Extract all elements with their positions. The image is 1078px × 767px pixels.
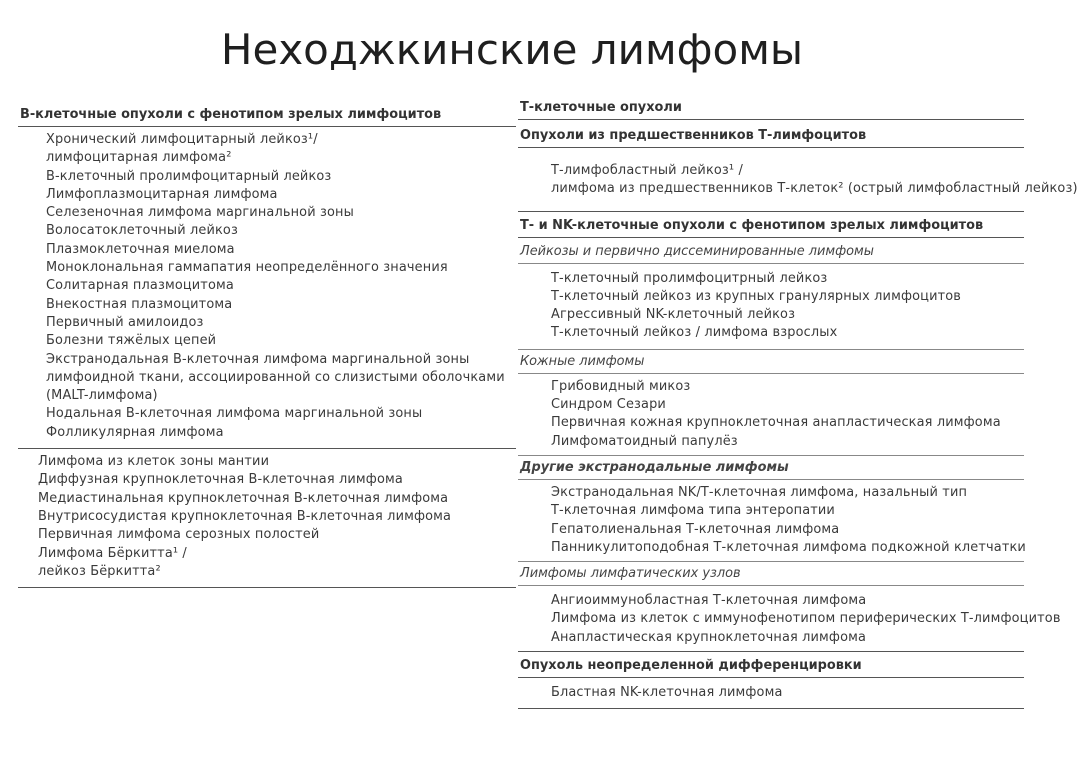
list-item: лимфоидной ткани, ассоциированной со слизистыми оболочками: [46, 369, 505, 385]
list-item: Моноклональная гаммапатия неопределённого значения: [46, 260, 448, 276]
list-item: Анапластическая крупноклеточная лимфома: [551, 629, 867, 645]
list-item: Агрессивный NK-клеточный лейкоз: [551, 307, 796, 323]
section-list: [518, 264, 1024, 349]
list-item: Болезни тяжёлых цепей: [46, 333, 217, 349]
list-item: Лимфоматоидный папулёз: [551, 433, 738, 449]
list-item: Грибовидный микоз: [551, 378, 691, 394]
b-cell-list-1: [18, 127, 516, 448]
slide-title: Неходжкинские лимфомы: [220, 25, 804, 74]
list-item: Лимфома из клеток с иммунофенотипом периферических Т-лимфоцитов: [551, 611, 1061, 627]
list-item: Лимфома из клеток зоны мантии: [38, 454, 270, 470]
list-item: Первичный амилоидоз: [46, 314, 204, 330]
list-item: Фолликулярная лимфома: [46, 424, 224, 440]
list-item: Т-клеточный лейкоз / лимфома взрослых: [551, 325, 838, 341]
list-item: Первичная лимфома серозных полостей: [38, 527, 320, 543]
section-list: [518, 148, 1078, 211]
t-cell-table-header: Т-клеточные опухоли: [520, 100, 682, 115]
section-list: [518, 586, 1061, 651]
list-item: Экстранодальная В-клеточная лимфома маргинальной зоны: [46, 351, 470, 367]
list-item: Т-лимфобластный лейкоз¹ /: [551, 163, 743, 178]
divider: [518, 708, 1024, 709]
section-subheader: Лейкозы и первично диссеминированные лимфомы: [520, 243, 874, 259]
list-item: Внутрисосудистая крупноклеточная В-клеточная лимфома: [38, 508, 452, 524]
section-list: [518, 678, 1024, 708]
list-item: Диффузная крупноклеточная В-клеточная лимфома: [38, 472, 403, 488]
list-item: Волосатоклеточный лейкоз: [46, 223, 238, 239]
list-item: Хронический лимфоцитарный лейкоз¹/: [46, 132, 318, 147]
list-item: Панникулитоподобная Т-клеточная лимфома подкожной клетчатки: [551, 539, 1026, 555]
list-item: Синдром Сезари: [551, 397, 666, 413]
section-subheader: Лимфомы лимфатических узлов: [520, 566, 741, 582]
list-item: лимфома из предшественников Т-клеток² (острый лимфобластный лейкоз): [551, 181, 1078, 197]
list-item: Гепатолиенальная Т-клеточная лимфома: [551, 521, 840, 537]
section-header: Опухоль неопределенной дифференцировки: [520, 658, 862, 674]
section-list: [518, 480, 1024, 561]
section-header: Опухоли из предшественников Т-лимфоцитов: [520, 128, 867, 143]
list-item: Т-клеточный лейкоз из крупных гранулярных лимфоцитов: [551, 288, 962, 304]
b-cell-list-2: [18, 449, 516, 587]
list-item: Первичная кожная крупноклеточная анапластическая лимфома: [551, 415, 1001, 431]
t-cell-table: [518, 98, 1078, 709]
list-item: Селезеночная лимфома маргинальной зоны: [46, 205, 354, 221]
list-item: (MALT-лимфома): [46, 388, 158, 404]
list-item: Плазмоклеточная миелома: [46, 241, 235, 257]
list-item: Бластная NK-клеточная лимфома: [551, 685, 783, 701]
section-subheader: Другие экстранодальные лимфомы: [520, 459, 789, 475]
list-item: Лимфоплазмоцитарная лимфома: [46, 186, 278, 202]
section-header: Т- и NK-клеточные опухоли с фенотипом зрелых лимфоцитов: [520, 217, 984, 233]
list-item: Лимфома Бёркитта¹ /: [38, 545, 187, 561]
list-item: Медиастинальная крупноклеточная В-клеточная лимфома: [38, 490, 449, 506]
section-list: [518, 374, 1024, 455]
list-item: В-клеточный пролимфоцитарный лейкоз: [46, 168, 332, 184]
list-item: Нодальная В-клеточная лимфома маргинальной зоны: [46, 406, 423, 422]
list-item: Ангиоиммунобластная Т-клеточная лимфома: [551, 593, 867, 609]
section-subheader: Кожные лимфомы: [520, 353, 645, 369]
list-item: Т-клеточная лимфома типа энтеропатии: [551, 503, 835, 519]
b-cell-table: [18, 105, 516, 588]
list-item: лейкоз Бёркитта²: [38, 563, 161, 579]
list-item: Т-клеточный пролимфоцитрный лейкоз: [551, 270, 828, 286]
divider: [18, 587, 516, 588]
list-item: лимфоцитарная лимфома²: [46, 150, 232, 166]
list-item: Солитарная плазмоцитома: [46, 278, 234, 294]
b-cell-table-header: В-клеточные опухоли с фенотипом зрелых лимфоцитов: [20, 107, 442, 122]
list-item: Внекостная плазмоцитома: [46, 296, 233, 312]
list-item: Экстранодальная NK/Т-клеточная лимфома, назальный тип: [551, 484, 968, 500]
